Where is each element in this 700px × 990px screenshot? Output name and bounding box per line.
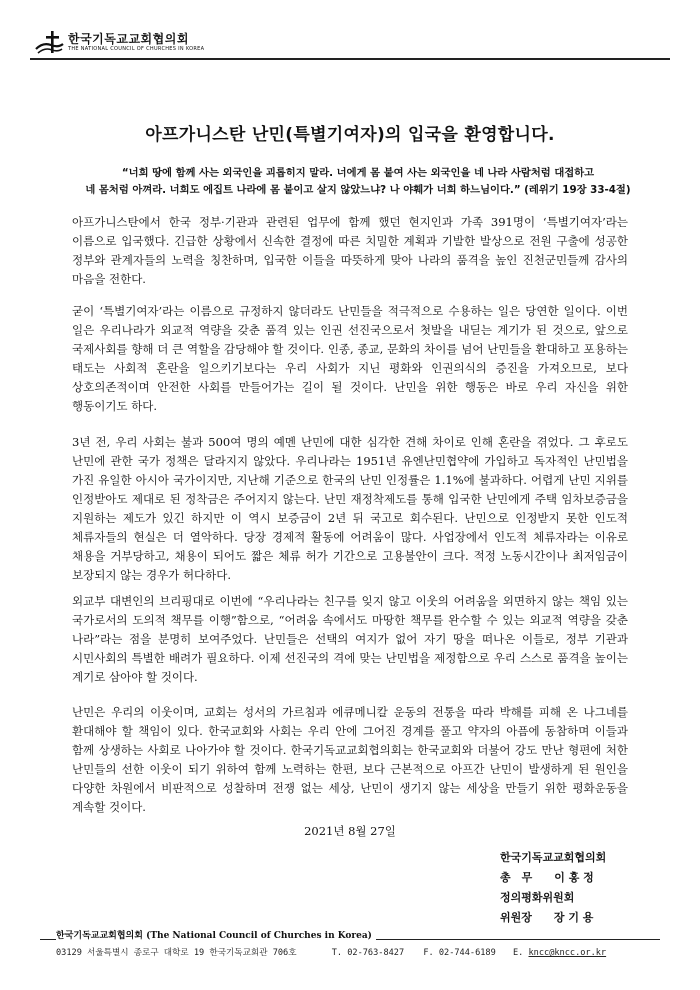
footer-address: 03129 서울특별시 종로구 대학로 19 한국기독교회관 706호 bbox=[56, 948, 297, 958]
paragraph-4 bbox=[72, 592, 628, 687]
paragraph-text: 3년 전, 우리 사회는 불과 500여 명의 예멘 난민에 대한 심각한 견해 차이로 인해 혼란을 겪었다. 그 후로도 난민에 관한 국가 정책은 달라지지 않았다. 우리나라는 1951년 유엔난민협약에 가입하고 독자적인 난민법을 가진 유일한 아시아 국가이지만, 지난해 기준으로 한국의 난민 인정률은 1.1%에 불과하다. 어렵게 난민 지위를 인정받아도 제대로 된 정착금은 주어지지 않는다. 난민 재정착제도를 통해 입국한 난민에게 주택 임차보증금을 지원하는 제도가 있긴 하지만 이 역시 보증금이 2년 뒤 국고로 회수된다. 난민으로 인정받지 못한 인도적 체류자들의 현실은 더 열악하다. 당장 경제적 활동에 어려움이 많다. 사업장에서 인도적 체류자라는 이유로 채용을 거부당하고, 채용이 되어도 짧은 체류 허가 기간으로 고용불안이 크다. 적정 노동시간이나 최저임금이 보장되지 않는 경우가 허다하다. bbox=[72, 435, 628, 582]
cross-logo-icon bbox=[34, 28, 64, 56]
header-rule bbox=[30, 58, 670, 60]
footer-email-link[interactable]: kncc@kncc.or.kr bbox=[528, 948, 607, 958]
epigraph-line-1: “너희 땅에 함께 사는 외국인을 괴롭히지 말라. 너에게 몸 붙여 사는 외국인을 네 나라 사람처럼 대접하고 bbox=[121, 167, 595, 179]
paragraph-text: 외교부 대변인의 브리핑대로 이번에 “우리나라는 친구를 잊지 않고 이웃의 어려움을 외면하지 않는 책임 있는 국가로서의 도의적 책무를 이행”함으로, “어려움 속에서도 마땅한 책무를 완수할 수 있는 외교적 역량을 갖춘 나라”라는 점을 분명히 보여주었다. 난민들은 선택의 여지가 없어 자기 땅을 떠나온 이들로, 정부 기관과 시민사회의 특별한 배려가 필요하다. 이제 선진국의 격에 맞는 난민법을 제정함으로 우리 스스로 품격을 높이는 계기로 삼아야 할 것이다. bbox=[72, 594, 628, 684]
signature-chairperson: 위원장 장 기 용 bbox=[500, 911, 594, 924]
footer-fax: F. 02-744-6189 bbox=[423, 948, 496, 958]
paragraph-text: 아프가니스탄에서 한국 정부·기관과 관련된 업무에 함께 했던 현지인과 가족 391명이 ‘특별기여자’라는 이름으로 입국했다. 긴급한 상황에서 신속한 결정에 따른 치밀한 계획과 기발한 발상으로 전원 구출에 성공한 정부와 관계자들의 노력을 칭찬하며, 입국한 이들을 따뜻하게 맞아 나라의 품격을 높인 진천군민들께 감사의 마음을 전한다. bbox=[72, 215, 628, 286]
signature-block bbox=[500, 848, 606, 928]
paragraph-3 bbox=[72, 433, 628, 585]
signature-general-secretary: 총 무 이 홍 정 bbox=[500, 871, 594, 884]
footer-phone: T. 02-763-8427 bbox=[331, 948, 405, 958]
scripture-epigraph bbox=[60, 165, 656, 199]
paragraph-1 bbox=[72, 213, 628, 289]
footer-contact bbox=[56, 946, 606, 958]
paragraph-text: 굳이 ‘특별기여자’라는 이름으로 규정하지 않더라도 난민들을 적극적으로 수용하는 일은 당연한 일이다. 이번 일은 우리나라가 외교적 역량을 갖춘 품격 있는 인권 선진국으로서 첫발을 내딛는 계기가 된 것으로, 앞으로 국제사회를 향해 더 큰 역할을 감당해야 할 것이다. 인종, 종교, 문화의 차이를 넘어 난민들을 환대하고 포용하는 태도는 사회적 혼란을 일으키기보다는 우리 사회가 지닌 평화와 인권의식의 증진을 가져오므로, 보다 상호의존적이며 안전한 사회를 만들어가는 길이 될 것이다. 난민을 위한 행동은 바로 우리 자신을 위한 행동이기도 하다. bbox=[72, 304, 628, 413]
document-date: 2021년 8월 27일 bbox=[304, 824, 396, 838]
signature-org: 한국기독교교회협의회 bbox=[500, 851, 607, 864]
paragraph-5 bbox=[72, 703, 628, 817]
letterhead bbox=[34, 26, 204, 58]
paragraph-2 bbox=[72, 302, 628, 416]
paragraph-text: 난민은 우리의 이웃이며, 교회는 성서의 가르침과 에큐메니칼 운동의 전통을 따라 박해를 피해 온 나그네를 환대해야 할 책임이 있다. 한국교회와 사회는 우리 안에 그어진 경계를 풀고 약자의 아픔에 동참하며 이들과 함께 상생하는 사회로 나아가야 할 것이다. 한국기독교교회협의회는 한국교회와 더불어 강도 만난 형편에 처한 난민들의 선한 이웃이 되기 위하여 함께 노력하는 한편, 보다 근본적으로 아프간 난민이 발생하게 된 원인을 다양한 차원에서 비판적으로 성찰하며 전쟁 없는 세상, 난민이 생기지 않는 세상을 만들기 위한 평화운동을 계속할 것이다. bbox=[72, 705, 628, 814]
footer-org-name: 한국기독교교회협의회 (The National Council of Churches in Korea) bbox=[56, 928, 376, 941]
signature-committee: 정의평화위원회 bbox=[500, 891, 575, 904]
epigraph-line-2: 네 몸처럼 아껴라. 너희도 에집트 나라에 몸 붙이고 살지 않았느냐? 나 야훼가 너희 하느님이다.” (레위기 19장 33-4절) bbox=[85, 184, 631, 196]
footer-email-label: E. bbox=[512, 948, 524, 958]
letterhead-org-name: 한국기독교교회협의회 bbox=[68, 31, 189, 46]
document-title: 아프가니스탄 난민(특별기여자)의 입국을 환영합니다. bbox=[145, 125, 555, 145]
letterhead-org-subtitle: THE NATIONAL COUNCIL OF CHURCHES IN KOREA bbox=[68, 45, 205, 52]
